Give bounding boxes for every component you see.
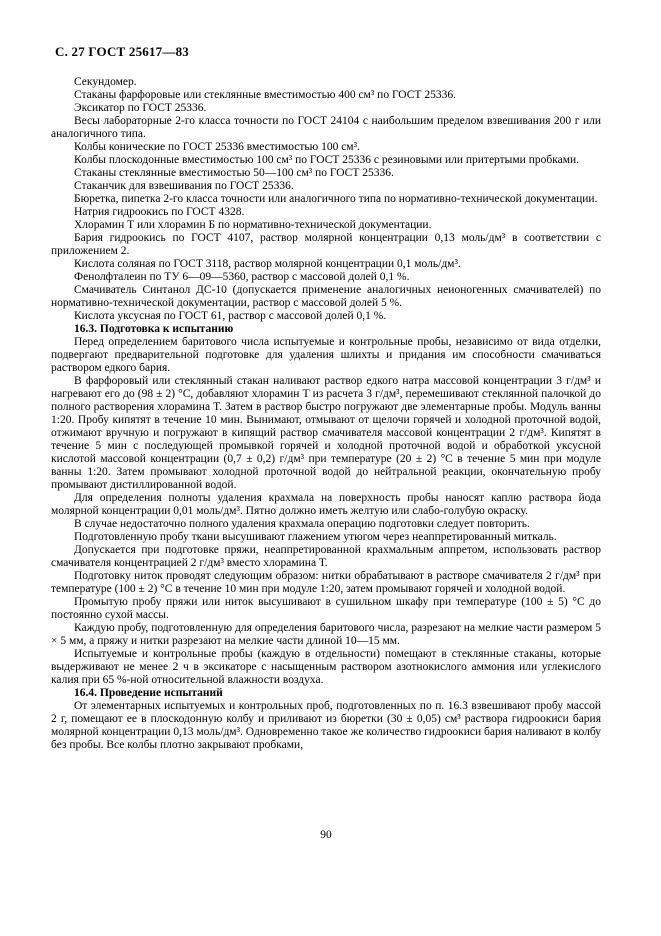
paragraph: Весы лабораторные 2-го класса точности по ГОСТ 24104 с наибольшим пределом взвешивания 200 г или аналогичного типа.: [51, 115, 601, 140]
paragraph: Колбы плоскодонные вместимостью 100 см³ по ГОСТ 25336 с резиновыми или притертыми пробками.: [74, 154, 580, 166]
paragraph: Натрия гидроокись по ГОСТ 4328.: [74, 206, 245, 218]
paragraph: Кислота уксусная по ГОСТ 61, раствор с массовой долей 0,1 %.: [74, 310, 387, 322]
document-body: [51, 76, 601, 752]
page-header: С. 27 ГОСТ 25617—83: [55, 44, 189, 59]
paragraph: Стаканчик для взвешивания по ГОСТ 25336.: [74, 180, 294, 192]
paragraph: Хлорамин Т или хлорамин Б по нормативно-технической документации.: [74, 219, 432, 231]
paragraph: От элементарных испытуемых и контрольных проб, подготовленных по п. 16.3 взвешивают пробу массой 2 г, помещают ее в плоскодонную колбу и приливают из бюретки (30 ± 0,05) см³ раствора гидроокиси бария молярной концентрации 0,13 моль/дм³. Одновременно такое же количество гидроокиси бария наливают в колбу без пробы. Все колбы плотно закрывают пробками,: [51, 700, 601, 751]
paragraph: Для определения полноты удаления крахмала на поверхность пробы наносят каплю раствора йода молярной концентрации 0,01 моль/дм³. Пятно должно иметь желтую или слабо-голубую окраску.: [51, 492, 601, 517]
section-heading: 16.4. Проведение испытаний: [74, 687, 223, 699]
paragraph: В случае недостаточно полного удаления крахмала операцию подготовки следует повторить.: [74, 518, 530, 530]
paragraph: Стаканы стеклянные вместимостью 50—100 см³ по ГОСТ 25336.: [74, 167, 394, 179]
section-heading: 16.3. Подготовка к испытанию: [74, 323, 234, 335]
paragraph: Секундомер.: [74, 76, 137, 88]
paragraph: Испытуемые и контрольные пробы (каждую в отдельности) помещают в стеклянные стаканы, которые выдерживают не менее 2 ч в эксикаторе с насыщенным раствором азотнокислого аммония или углекислого калия при 65 %-ной относительной влажности воздуха.: [51, 648, 601, 686]
paragraph: Подготовленную пробу ткани высушивают глажением утюгом через неаппретированный миткаль.: [74, 531, 557, 543]
paragraph: Перед определением баритового числа испытуемые и контрольные пробы, независимо от вида отделки, подвергают предварительной подготовке для удаления шлихты и придания им способности смачиваться раствором едкого бария.: [51, 336, 601, 374]
paragraph: Бюретка, пипетка 2-го класса точности или аналогичного типа по нормативно-технической документации.: [74, 193, 598, 205]
paragraph: В фарфоровый или стеклянный стакан наливают раствор едкого натра массовой концентрации 3 г/дм³ и нагревают его до (98 ± 2) °С, добавляют хлорамин Т из расчета 3 г/дм³, перемешивают стеклянной палочкой до полного растворения хлорамина Т. Затем в раствор быстро погружают две элементарные пробы. Модуль ванны 1:20. Пробу кипятят в течение 10 мин. Вынимают, отмывают от щелочи горячей и холодной проточной водой, отжимают вручную и погружают в кипящий раствор смачивателя массовой концентрации 2 г/дм³. Кипятят в течение 5 мин с последующей промывкой горячей и холодной проточной водой и обработкой уксусной кислотой массовой концентрации (0,7 ± 0,2) г/дм³ при температуре (20 ± 2) °С в течение 5 мин при модуле ванны 1:20. Затем промывают холодной проточной водой до нейтральной реакции, окончательную пробу промывают дистиллированной водой.: [51, 375, 601, 491]
paragraph: Колбы конические по ГОСТ 25336 вместимостью 100 см³.: [74, 141, 360, 153]
paragraph: Стаканы фарфоровые или стеклянные вместимостью 400 см³ по ГОСТ 25336.: [74, 89, 456, 101]
paragraph: Подготовку ниток проводят следующим образом: нитки обрабатывают в растворе смачивателя 2 г/дм³ при температуре (100 ± 2) °С в течение 10 мин при модуле 1:20, затем промывают горячей и холодной водой.: [51, 570, 601, 595]
page-number: 90: [320, 829, 332, 841]
paragraph: Бария гидроокись по ГОСТ 4107, раствор молярной концентрации 0,13 моль/дм³ в соответствии с приложением 2.: [51, 232, 601, 257]
paragraph: Фенолфталеин по ТУ 6—09—5360, раствор с массовой долей 0,1 %.: [74, 271, 410, 283]
paragraph: Допускается при подготовке пряжи, неаппретированной крахмальным аппретом, использовать раствор смачивателя концентрацией 2 г/дм³ вместо хлорамина Т.: [51, 544, 601, 569]
paragraph: Смачиватель Синтанол ДС-10 (допускается применение аналогичных неионогенных смачивателей) по нормативно-технической документации, раствор с массовой долей 5 %.: [51, 284, 601, 309]
paragraph: Кислота соляная по ГОСТ 3118, раствор молярной концентрации 0,1 моль/дм³.: [74, 258, 461, 270]
paragraph: Промытую пробу пряжи или ниток высушивают в сушильном шкафу при температуре (100 ± 5) °С до постоянно сухой массы.: [51, 596, 601, 621]
paragraph: Каждую пробу, подготовленную для определения баритового числа, разрезают на мелкие части размером 5 × 5 мм, а пряжу и нитки разрезают на мелкие части длиной 10—15 мм.: [51, 622, 601, 647]
paragraph: Эксикатор по ГОСТ 25336.: [74, 102, 207, 114]
